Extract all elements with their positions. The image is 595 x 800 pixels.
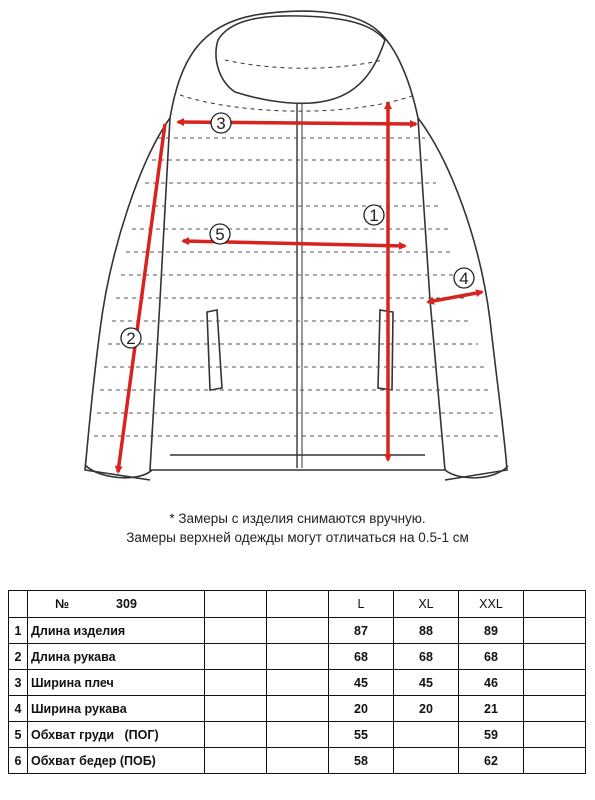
table-row: [9, 644, 586, 670]
row-label: Обхват бедер (ПОБ): [28, 748, 205, 774]
table-row: [9, 748, 586, 774]
value-xxl: 62: [459, 748, 524, 774]
marker-4: [454, 268, 474, 288]
empty-cell: [524, 644, 586, 670]
row-index: 4: [9, 696, 28, 722]
empty-cell: [205, 722, 267, 748]
model-number: 309: [116, 597, 137, 611]
value-l: 55: [329, 722, 394, 748]
value-l: 87: [329, 618, 394, 644]
table-header-row: [9, 591, 586, 618]
value-l: 58: [329, 748, 394, 774]
size-xl-header: XL: [394, 591, 459, 618]
value-l: 68: [329, 644, 394, 670]
value-xxl: 21: [459, 696, 524, 722]
value-xl: 88: [394, 618, 459, 644]
header-model-cell: [28, 591, 205, 618]
measurement-note: * Замеры с изделия снимаются вручную.: [169, 511, 426, 526]
row-index: 3: [9, 670, 28, 696]
value-xxl: 68: [459, 644, 524, 670]
row-label: Ширина плеч: [28, 670, 205, 696]
value-xl: 45: [394, 670, 459, 696]
value-l: 20: [329, 696, 394, 722]
row-index: 1: [9, 618, 28, 644]
value-xl: 68: [394, 644, 459, 670]
header-idx-cell: [9, 591, 28, 618]
value-l: 45: [329, 670, 394, 696]
svg-text:5: 5: [215, 225, 225, 244]
row-label: Обхват груди (ПОГ): [28, 722, 205, 748]
value-xxl: 59: [459, 722, 524, 748]
row-index: 2: [9, 644, 28, 670]
svg-text:3: 3: [216, 114, 226, 133]
empty-cell: [267, 670, 329, 696]
number-label: №: [55, 597, 69, 611]
table-row: [9, 618, 586, 644]
empty-cell: [267, 644, 329, 670]
size-l-header: L: [329, 591, 394, 618]
measurement-arrows: [118, 103, 482, 472]
svg-text:4: 4: [459, 269, 469, 288]
empty-cell: [205, 670, 267, 696]
value-xl: 20: [394, 696, 459, 722]
marker-5: [210, 224, 230, 244]
marker-3: [211, 113, 231, 133]
empty-cell: [205, 696, 267, 722]
value-xxl: 89: [459, 618, 524, 644]
row-index: 5: [9, 722, 28, 748]
svg-text:2: 2: [126, 329, 136, 348]
empty-cell: [205, 618, 267, 644]
value-xl: [394, 748, 459, 774]
size-table: [8, 590, 586, 774]
table-row: [9, 670, 586, 696]
header-empty-cell: [267, 591, 329, 618]
tolerance-note: Замеры верхней одежды могут отличаться на 0.5-1 см: [126, 530, 469, 545]
empty-cell: [267, 722, 329, 748]
empty-cell: [524, 748, 586, 774]
row-label: Длина рукава: [28, 644, 205, 670]
empty-cell: [267, 748, 329, 774]
header-empty-cell: [205, 591, 267, 618]
header-empty-cell: [524, 591, 586, 618]
row-label: Ширина рукава: [28, 696, 205, 722]
value-xl: [394, 722, 459, 748]
table-row: [9, 696, 586, 722]
svg-text:1: 1: [369, 206, 379, 225]
marker-1: [364, 205, 384, 225]
table-row: [9, 722, 586, 748]
empty-cell: [524, 722, 586, 748]
row-index: 6: [9, 748, 28, 774]
empty-cell: [267, 696, 329, 722]
empty-cell: [205, 644, 267, 670]
marker-2: [121, 328, 141, 348]
value-xxl: 46: [459, 670, 524, 696]
empty-cell: [205, 748, 267, 774]
row-label: Длина изделия: [28, 618, 205, 644]
size-xxl-header: XXL: [459, 591, 524, 618]
empty-cell: [524, 696, 586, 722]
empty-cell: [267, 618, 329, 644]
empty-cell: [524, 670, 586, 696]
arrow-sleeve-width: [428, 292, 482, 302]
empty-cell: [524, 618, 586, 644]
